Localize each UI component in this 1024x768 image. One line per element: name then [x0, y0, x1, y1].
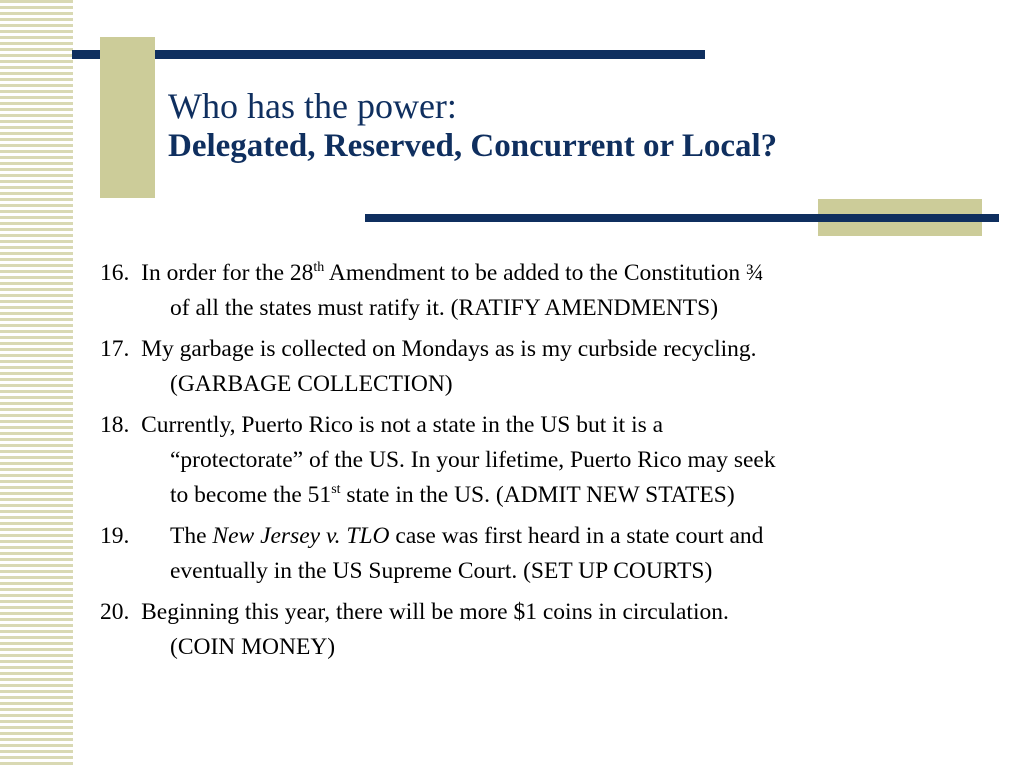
item-number: 17.	[100, 336, 130, 362]
item-continuation: (COIN MONEY)	[170, 634, 336, 660]
item-text: to become the 51	[170, 482, 332, 508]
item-continuation: eventually in the US Supreme Court. (SET UP COURTS)	[170, 558, 713, 584]
title-line-1: Who has the power:	[168, 86, 457, 126]
item-continuation: of all the states must ratify it. (RATIFY AMENDMENTS)	[170, 295, 719, 321]
top-accent-block	[100, 37, 155, 198]
item-continuation	[100, 478, 980, 513]
list-item	[100, 519, 980, 589]
item-number: 18.	[100, 412, 130, 438]
divider-accent-line	[365, 214, 999, 222]
item-text: My garbage is collected on Mondays as is my curbside recycling.	[141, 336, 757, 362]
item-number: 16.	[100, 260, 130, 286]
item-text: Beginning this year, there will be more $1 coins in circulation.	[141, 599, 729, 625]
item-text: state in the US. (ADMIT NEW STATES)	[340, 482, 735, 508]
top-accent-line	[72, 50, 705, 59]
list-item	[100, 256, 980, 326]
list-item	[100, 332, 980, 402]
item-superscript: st	[331, 482, 341, 498]
title-line-2: Delegated, Reserved, Concurrent or Local?	[168, 128, 778, 164]
item-text: Currently, Puerto Rico is not a state in the US but it is a	[141, 412, 664, 438]
item-continuation: “protectorate” of the US. In your lifetime, Puerto Rico may seek	[170, 447, 776, 473]
slide-title	[168, 86, 988, 166]
item-case-name: New Jersey v. TLO	[212, 523, 390, 549]
decorative-stripes	[0, 0, 73, 768]
item-number: 20.	[100, 599, 130, 625]
list-item	[100, 408, 980, 513]
item-text: case was first heard in a state court and	[389, 523, 764, 549]
item-text: Amendment to be added to the Constitution ¾	[324, 260, 764, 286]
item-continuation: (GARBAGE COLLECTION)	[170, 371, 453, 397]
list-item	[100, 595, 980, 665]
item-number: 19.	[100, 523, 130, 549]
item-text: The	[170, 523, 213, 549]
item-text: In order for the 28	[141, 260, 314, 286]
question-list	[100, 256, 980, 671]
item-superscript: th	[313, 260, 325, 276]
